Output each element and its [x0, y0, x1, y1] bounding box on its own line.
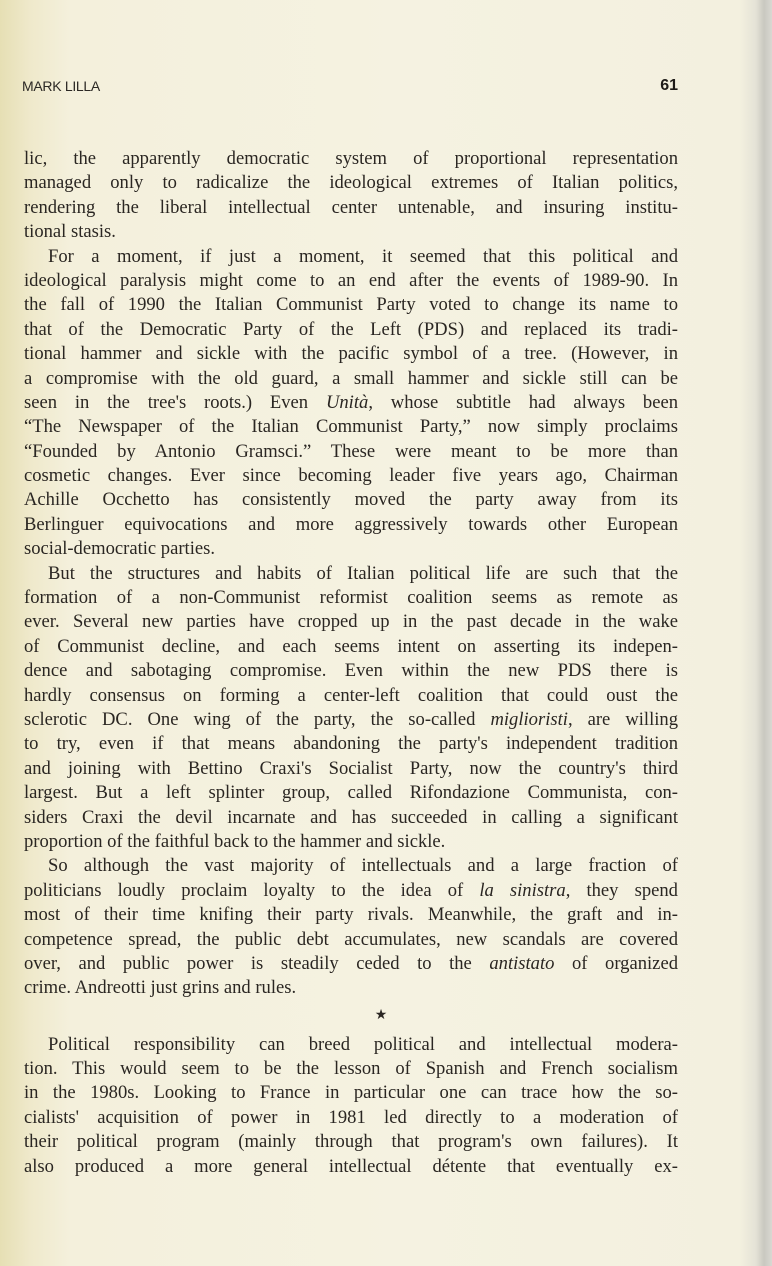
italic-term: la sinistra — [479, 879, 566, 901]
text-run: managed only to radicalize the ideological extremes of Italian politics, — [24, 172, 678, 194]
text-line — [24, 342, 678, 366]
text-run: crime. Andreotti just grins and rules. — [24, 977, 297, 999]
text-run: also produced a more general intellectual détente that eventually ex- — [24, 1155, 678, 1177]
text-line — [24, 586, 678, 610]
text-run: Achille Occhetto has consistently moved the party away from its — [24, 489, 678, 511]
text-line — [24, 293, 678, 317]
text-run: politicians loudly proclaim loyalty to the idea of — [24, 879, 480, 901]
text-run: Political responsibility can breed political and intellectual modera- — [48, 1033, 678, 1055]
text-line — [24, 1130, 678, 1154]
text-line — [24, 903, 678, 927]
text-run: proportion of the faithful back to the hammer and sickle. — [24, 830, 446, 852]
text-run: lic, the apparently democratic system of proportional representation — [24, 148, 678, 169]
page-number: 61 — [660, 77, 678, 94]
text-run: rendering the liberal intellectual center untenable, and insuring institu- — [24, 196, 678, 218]
text-run: So although the vast majority of intellectuals and a large fraction of — [48, 855, 678, 877]
text-line — [24, 464, 678, 488]
text-line — [24, 952, 678, 976]
text-line — [24, 171, 678, 195]
section-break-star: ★ — [374, 1007, 388, 1023]
text-run: sclerotic DC. One wing of the party, the so-called — [24, 708, 491, 730]
text-run: tion. This would seem to be the lesson of Spanish and French socialism — [24, 1058, 678, 1080]
italic-term: Unità — [325, 391, 369, 413]
text-line — [24, 269, 678, 293]
text-run: ideological paralysis might come to an end after the events of 1989-90. In — [24, 269, 678, 291]
italic-term: miglioristi — [490, 708, 568, 730]
text-run: over, and public power is steadily ceded to the — [24, 952, 490, 974]
text-line — [24, 1106, 678, 1130]
text-run: tional hammer and sickle with the pacific symbol of a tree. (However, in — [24, 343, 678, 365]
text-run: cialists' acquisition of power in 1981 led directly to a moderation of — [24, 1106, 678, 1128]
text-line — [24, 1057, 678, 1081]
text-run: Berlinguer equivocations and more aggressively towards other European — [24, 513, 678, 535]
text-run: “The Newspaper of the Italian Communist Party,” now simply proclaims — [24, 416, 678, 438]
text-run: , whose subtitle had always been — [368, 391, 678, 413]
text-line — [24, 781, 678, 805]
text-line — [24, 513, 678, 537]
text-run: hardly consensus on forming a center-left coalition that could oust the — [24, 684, 678, 706]
text-run: dence and sabotaging compromise. Even within the new PDS there is — [24, 660, 678, 682]
text-run: cosmetic changes. Ever since becoming leader five years ago, Chairman — [24, 465, 678, 487]
text-line — [24, 318, 678, 342]
text-line — [24, 1081, 678, 1105]
text-line — [24, 562, 678, 586]
running-head — [22, 78, 678, 100]
text-line — [24, 147, 678, 171]
text-line — [24, 537, 678, 561]
text-line — [24, 1155, 678, 1179]
text-run: , they spend — [565, 879, 678, 901]
text-run: the fall of 1990 the Italian Communist Party voted to change its name to — [24, 294, 678, 316]
text-run: their political program (mainly through that program's own failures). It — [24, 1131, 678, 1153]
text-line — [24, 196, 678, 220]
text-run: seen in the tree's roots.) Even — [24, 391, 326, 413]
text-run: social-democratic parties. — [24, 538, 216, 560]
text-run: that of the Democratic Party of the Left (PDS) and replaced its tradi- — [24, 318, 678, 340]
text-run: For a moment, if just a moment, it seemed that this political and — [48, 245, 678, 267]
text-line — [24, 928, 678, 952]
text-run: of Communist decline, and each seems intent on asserting its indepen- — [24, 635, 678, 657]
text-run: , are willing — [567, 708, 678, 730]
text-line — [24, 684, 678, 708]
text-line — [24, 635, 678, 659]
italic-term: antistato — [489, 952, 555, 974]
text-line — [24, 830, 678, 854]
text-line — [24, 806, 678, 830]
text-run: of organized — [554, 952, 678, 974]
text-line — [24, 976, 678, 1000]
text-line — [24, 1033, 678, 1057]
text-run: in the 1980s. Looking to France in particular one can trace how the so- — [24, 1082, 678, 1104]
text-run: a compromise with the old guard, a small hammer and sickle still can be — [24, 367, 678, 389]
text-line — [24, 440, 678, 464]
text-run: “Founded by Antonio Gramsci.” These were meant to be more than — [24, 440, 678, 462]
body-text — [24, 147, 678, 1179]
text-line — [24, 415, 678, 439]
text-run: tional stasis. — [24, 221, 116, 243]
text-run: formation of a non-Communist reformist coalition seems as remote as — [24, 587, 678, 609]
text-line — [24, 708, 678, 732]
text-run: most of their time knifing their party rivals. Meanwhile, the graft and in- — [24, 904, 678, 926]
text-line — [24, 732, 678, 756]
text-run: and joining with Bettino Craxi's Socialist Party, now the country's third — [24, 757, 678, 779]
text-line — [24, 854, 678, 878]
text-line — [24, 757, 678, 781]
text-run: largest. But a left splinter group, called Rifondazione Communista, con- — [24, 782, 678, 804]
text-line — [24, 488, 678, 512]
text-run: But the structures and habits of Italian political life are such that the — [48, 562, 678, 584]
text-line — [24, 245, 678, 269]
text-run: to try, even if that means abandoning the party's independent tradition — [24, 733, 678, 755]
text-run: ever. Several new parties have cropped up in the past decade in the wake — [24, 611, 678, 633]
text-line — [24, 367, 678, 391]
text-line — [24, 659, 678, 683]
text-line — [24, 610, 678, 634]
text-line — [24, 879, 678, 903]
running-head-author: MARK LILLA — [22, 78, 100, 94]
text-run: competence spread, the public debt accumulates, new scandals are covered — [24, 928, 678, 950]
text-line — [24, 220, 678, 244]
text-run: siders Craxi the devil incarnate and has succeeded in calling a significant — [24, 806, 678, 828]
text-line — [24, 391, 678, 415]
